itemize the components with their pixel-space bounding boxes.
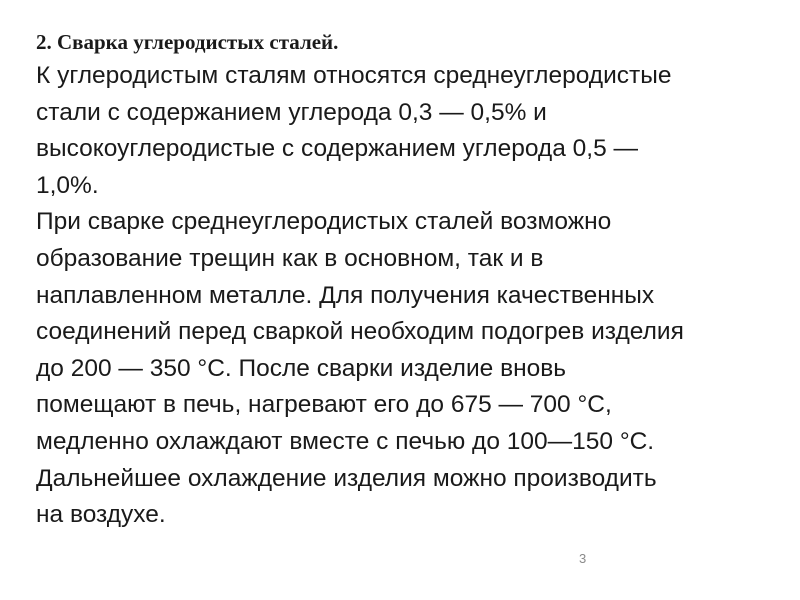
body-line: помещают в печь, нагревают его до 675 — 700 °С, (36, 391, 612, 419)
body-line: стали с содержанием углерода 0,3 — 0,5% и (36, 98, 547, 126)
body-line: высокоуглеродистые с содержанием углерода 0,5 — (36, 135, 638, 163)
body-line: Дальнейшее охлаждение изделия можно производить (36, 464, 657, 492)
slide-body-text (36, 58, 786, 534)
page-number: 3 (579, 551, 587, 566)
body-line: образование трещин как в основном, так и в (36, 244, 544, 272)
body-line: до 200 — 350 °С. После сварки изделие вновь (36, 354, 567, 382)
body-line: К углеродистым сталям относятся среднеуглеродистые (36, 62, 672, 89)
body-line: При сварке среднеуглеродистых сталей возможно (36, 208, 612, 236)
body-line: медленно охлаждают вместе с печью до 100—150 °С. (36, 427, 655, 455)
body-line: на воздухе. (36, 501, 166, 529)
body-line: 1,0%. (36, 171, 99, 199)
slide-heading: 2. Сварка углеродистых сталей. (36, 30, 339, 54)
body-line: соединений перед сваркой необходим подогрев изделия (36, 318, 684, 346)
body-line: наплавленном металле. Для получения качественных (36, 281, 655, 309)
